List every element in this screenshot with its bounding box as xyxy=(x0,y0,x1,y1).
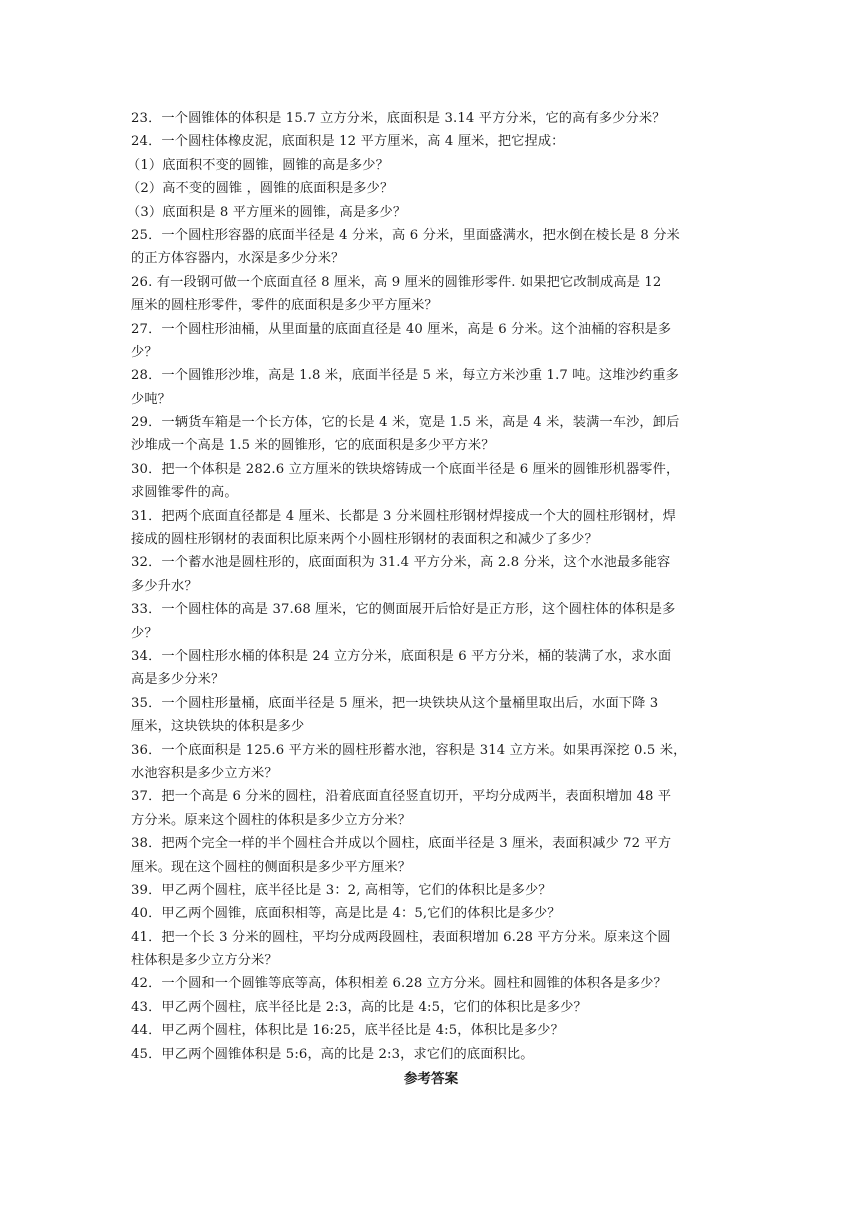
question-30: 30．把一个体积是 282.6 立方厘米的铁块熔铸成一个底面半径是 6 厘米的圆锥形机器零件， xyxy=(131,461,680,477)
question-43: 43．甲乙两个圆柱，底半径比是 2:3，高的比是 4:5，它们的体积比是多少？ xyxy=(131,999,587,1015)
question-24-part-2: （2）高不变的圆锥 ，圆锥的底面积是多少？ xyxy=(127,181,394,197)
question-25-cont: 的正方体容器内，水深是多少分米？ xyxy=(131,251,345,267)
question-31-cont: 接成的圆柱形钢材的表面积比原来两个小圆柱形钢材的表面积之和减少了多少？ xyxy=(131,532,598,548)
question-32: 32．一个蓄水池是圆柱形的，底面面积为 31.4 平方分米，高 2.8 分米，这个水池最多能容 xyxy=(131,555,671,571)
question-33-cont: 少？ xyxy=(131,625,158,641)
question-34: 34．一个圆柱形水桶的体积是 24 立方分米，底面积是 6 平方分米，桶的装满了水，求水面 xyxy=(131,648,672,664)
question-24-part-1: （1）底面积不变的圆锥，圆锥的高是多少？ xyxy=(127,157,389,173)
question-25: 25．一个圆柱形容器的底面半径是 4 分米，高 6 分米，里面盛满水，把水倒在棱长是 8 分米 xyxy=(131,227,680,243)
answer-section-title: 参考答案 xyxy=(403,1071,459,1088)
question-24-part-3: （3）底面积是 8 平方厘米的圆锥，高是多少？ xyxy=(127,204,407,220)
question-32-cont: 多少升水？ xyxy=(131,578,198,594)
question-30-cont: 求圆锥零件的高。 xyxy=(131,485,238,501)
question-35-cont: 厘米，这块铁块的体积是多少 xyxy=(131,719,305,735)
question-38-cont: 厘米。现在这个圆柱的侧面积是多少平方厘米？ xyxy=(131,859,412,875)
question-27-cont: 少？ xyxy=(131,344,158,360)
question-41-cont: 柱体积是多少立方分米？ xyxy=(131,953,278,969)
question-44: 44．甲乙两个圆柱，体积比是 16:25，底半径比是 4:5，体积比是多少？ xyxy=(131,1023,564,1039)
question-29-cont: 沙堆成一个高是 1.5 米的圆锥形，它的底面积是多少平方米？ xyxy=(131,438,495,454)
question-29: 29．一辆货车箱是一个长方体，它的长是 4 米，宽是 1.5 米，高是 4 米，装满一车沙，卸后 xyxy=(131,415,680,431)
question-31: 31．把两个底面直径都是 4 厘米、长都是 3 分米圆柱形钢材焊接成一个大的圆柱形钢材，焊 xyxy=(131,508,677,524)
question-38: 38．把两个完全一样的半个圆柱合并成以个圆柱，底面半径是 3 厘米，表面积减少 72 平方 xyxy=(131,836,672,852)
question-36-cont: 水池容积是多少立方米？ xyxy=(131,765,278,781)
question-41: 41．把一个长 3 分米的圆柱，平均分成两段圆柱，表面积增加 6.28 平方分米。原来这个圆 xyxy=(131,929,671,945)
question-36: 36．一个底面积是 125.6 平方米的圆柱形蓄水池，容积是 314 立方米。如果再深挖 0.5 米， xyxy=(131,742,687,758)
question-27: 27．一个圆柱形油桶，从里面量的底面直径是 40 厘米，高是 6 分米。这个油桶的容积是多 xyxy=(131,321,672,337)
question-39: 39．甲乙两个圆柱，底半径比是 3：2, 高相等，它们的体积比是多少？ xyxy=(131,882,552,898)
question-35: 35．一个圆柱形量桶，底面半径是 5 厘米，把一块铁块从这个量桶里取出后，水面下降 3 xyxy=(131,695,659,711)
question-26: 26. 有一段钢可做一个底面直径 8 厘米，高 9 厘米的圆锥形零件. 如果把它改制成高是 12 xyxy=(131,274,662,290)
question-28: 28．一个圆锥形沙堆，高是 1.8 米，底面半径是 5 米，每立方米沙重 1.7 吨。这堆沙约重多 xyxy=(131,368,679,384)
question-45: 45．甲乙两个圆锥体积是 5:6，高的比是 2:3，求它们的底面积比。 xyxy=(131,1046,534,1062)
question-33: 33．一个圆柱体的高是 37.68 厘米，它的侧面展开后恰好是正方形，这个圆柱体的体积是多 xyxy=(131,602,676,618)
question-26-cont: 厘米的圆柱形零件，零件的底面积是多少平方厘米？ xyxy=(131,298,438,314)
question-37-cont: 方分米。原来这个圆柱的体积是多少立方分米？ xyxy=(131,812,412,828)
document-page xyxy=(127,107,731,1091)
question-28-cont: 少吨？ xyxy=(131,391,172,407)
question-34-cont: 高是多少分米？ xyxy=(131,672,225,688)
question-42: 42．一个圆和一个圆锥等底等高，体积相差 6.28 立方分米。圆柱和圆锥的体积各是多少？ xyxy=(131,976,667,992)
question-24: 24．一个圆柱体橡皮泥，底面积是 12 平方厘米，高 4 厘米，把它捏成： xyxy=(131,134,565,150)
question-23: 23．一个圆锥体的体积是 15.7 立方分米，底面积是 3.14 平方分米，它的高有多少分米？ xyxy=(131,111,666,126)
question-37: 37．把一个高是 6 分米的圆柱，沿着底面直径竖直切开，平均分成两半，表面积增加 48 平 xyxy=(131,789,672,805)
question-40: 40．甲乙两个圆锥，底面积相等，高是比是 4：5,它们的体积比是多少？ xyxy=(131,906,561,922)
